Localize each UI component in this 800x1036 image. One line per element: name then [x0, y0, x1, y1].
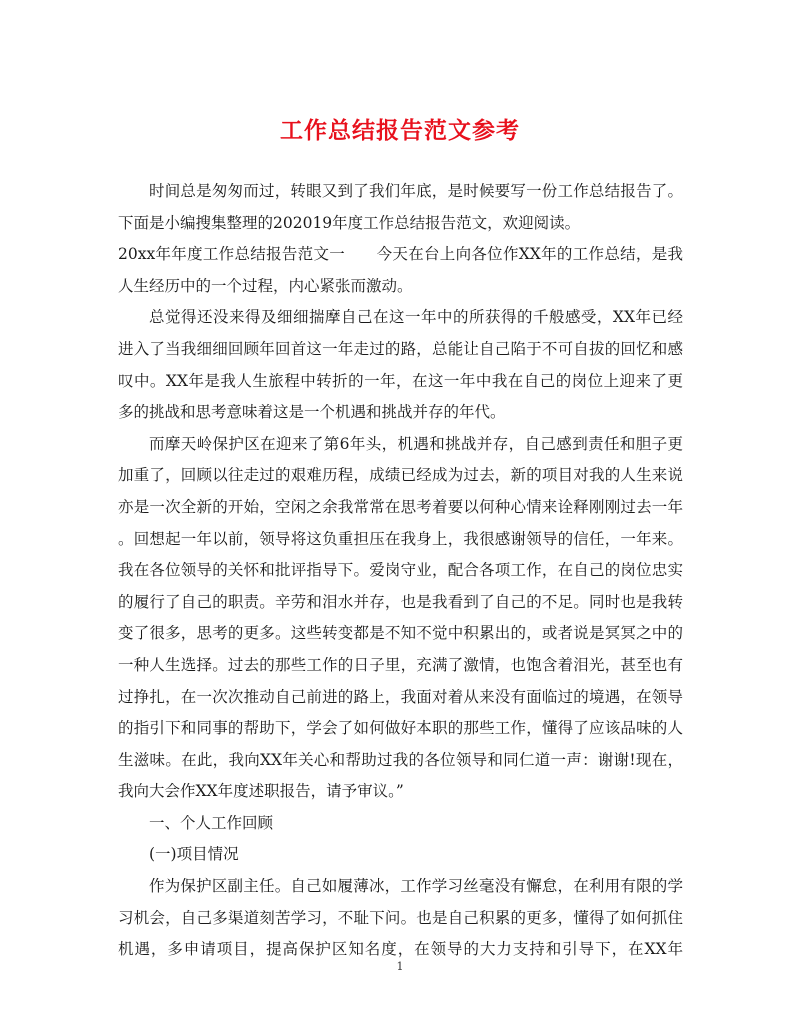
text-line: 过挣扎，在一次次推动自己前进的路上，我面对着从来没有面临过的境遇，在领导 [118, 687, 683, 706]
text-line: 机遇，多申请项目，提高保护区知名度，在领导的大力支持和引导下，在XX年 [118, 940, 683, 959]
text-line: 人生经历中的一个过程，内心紧张而激动。 [118, 276, 413, 295]
text-line: 生滋味。在此，我向XX年关心和帮助过我的各位领导和同仁道一声：谢谢!现在， [118, 750, 683, 769]
text-line: 我在各位领导的关怀和批评指导下。爱岗守业，配合各项工作，在自己的岗位忠实 [118, 561, 683, 580]
text-line: 时间总是匆匆而过，转眼又到了我们年底，是时候要写一份工作总结报告了。 [149, 182, 683, 200]
text-line: 而摩天岭保护区在迎来了第6年头，机遇和挑战并存，自己感到责任和胆子更 [149, 434, 683, 453]
text-line: 习机会，自己多渠道刻苦学习，不耻下问。也是自己积累的更多，懂得了如何抓住 [118, 908, 683, 927]
text-line: 多的挑战和思考意味着这是一个机遇和挑战并存的年代。 [118, 403, 506, 422]
text-line: 20xx年年度工作总结报告范文一 今天在台上向各位作XX年的工作总结，是我 [118, 245, 683, 264]
text-line: 一种人生选择。过去的那些工作的日子里，充满了激情，也饱含着泪光，甚至也有 [118, 655, 683, 674]
text-line: 下面是小编搜集整理的202019年度工作总结报告范文，欢迎阅读。 [118, 213, 581, 232]
text-line: 亦是一次全新的开始，空闲之余我常常在思考着要以何种心情来诠释刚刚过去一年 [118, 497, 683, 516]
text-line: 总觉得还没来得及细细揣摩自己在这一年中的所获得的千般感受，XX年已经 [149, 308, 683, 327]
section-heading: 一、个人工作回顾 [149, 813, 274, 832]
subsection-heading: (一)项目情况 [149, 845, 239, 864]
text-line: 的履行了自己的职责。辛劳和泪水并存，也是我看到了自己的不足。同时也是我转 [118, 592, 683, 611]
text-line: 变了很多，思考的更多。这些转变都是不知不觉中积累出的，或者说是冥冥之中的 [118, 624, 683, 643]
page-number: 1 [396, 960, 404, 973]
text-line: 加重了，回顾以往走过的艰难历程，成绩已经成为过去，新的项目对我的人生来说 [118, 466, 683, 485]
document-title: 工作总结报告范文参考 [280, 117, 520, 144]
text-line: 进入了当我细细回顾年回首这一年走过的路，总能让自己陷于不可自拔的回忆和感 [118, 339, 683, 358]
text-line: 作为保护区副主任。自己如履薄冰，工作学习丝毫没有懈怠，在利用有限的学 [149, 877, 683, 896]
document-body [118, 176, 683, 966]
text-line: 。回想起一年以前，领导将这负重担压在我身上，我很感谢领导的信任，一年来。 [118, 529, 683, 548]
text-line: 的指引下和同事的帮助下，学会了如何做好本职的那些工作，懂得了应该品味的人 [118, 719, 683, 738]
text-line: 叹中。XX年是我人生旅程中转折的一年，在这一年中我在自己的岗位上迎来了更 [118, 371, 683, 390]
text-line: 我向大会作XX年度述职报告，请予审议。” [118, 782, 404, 801]
